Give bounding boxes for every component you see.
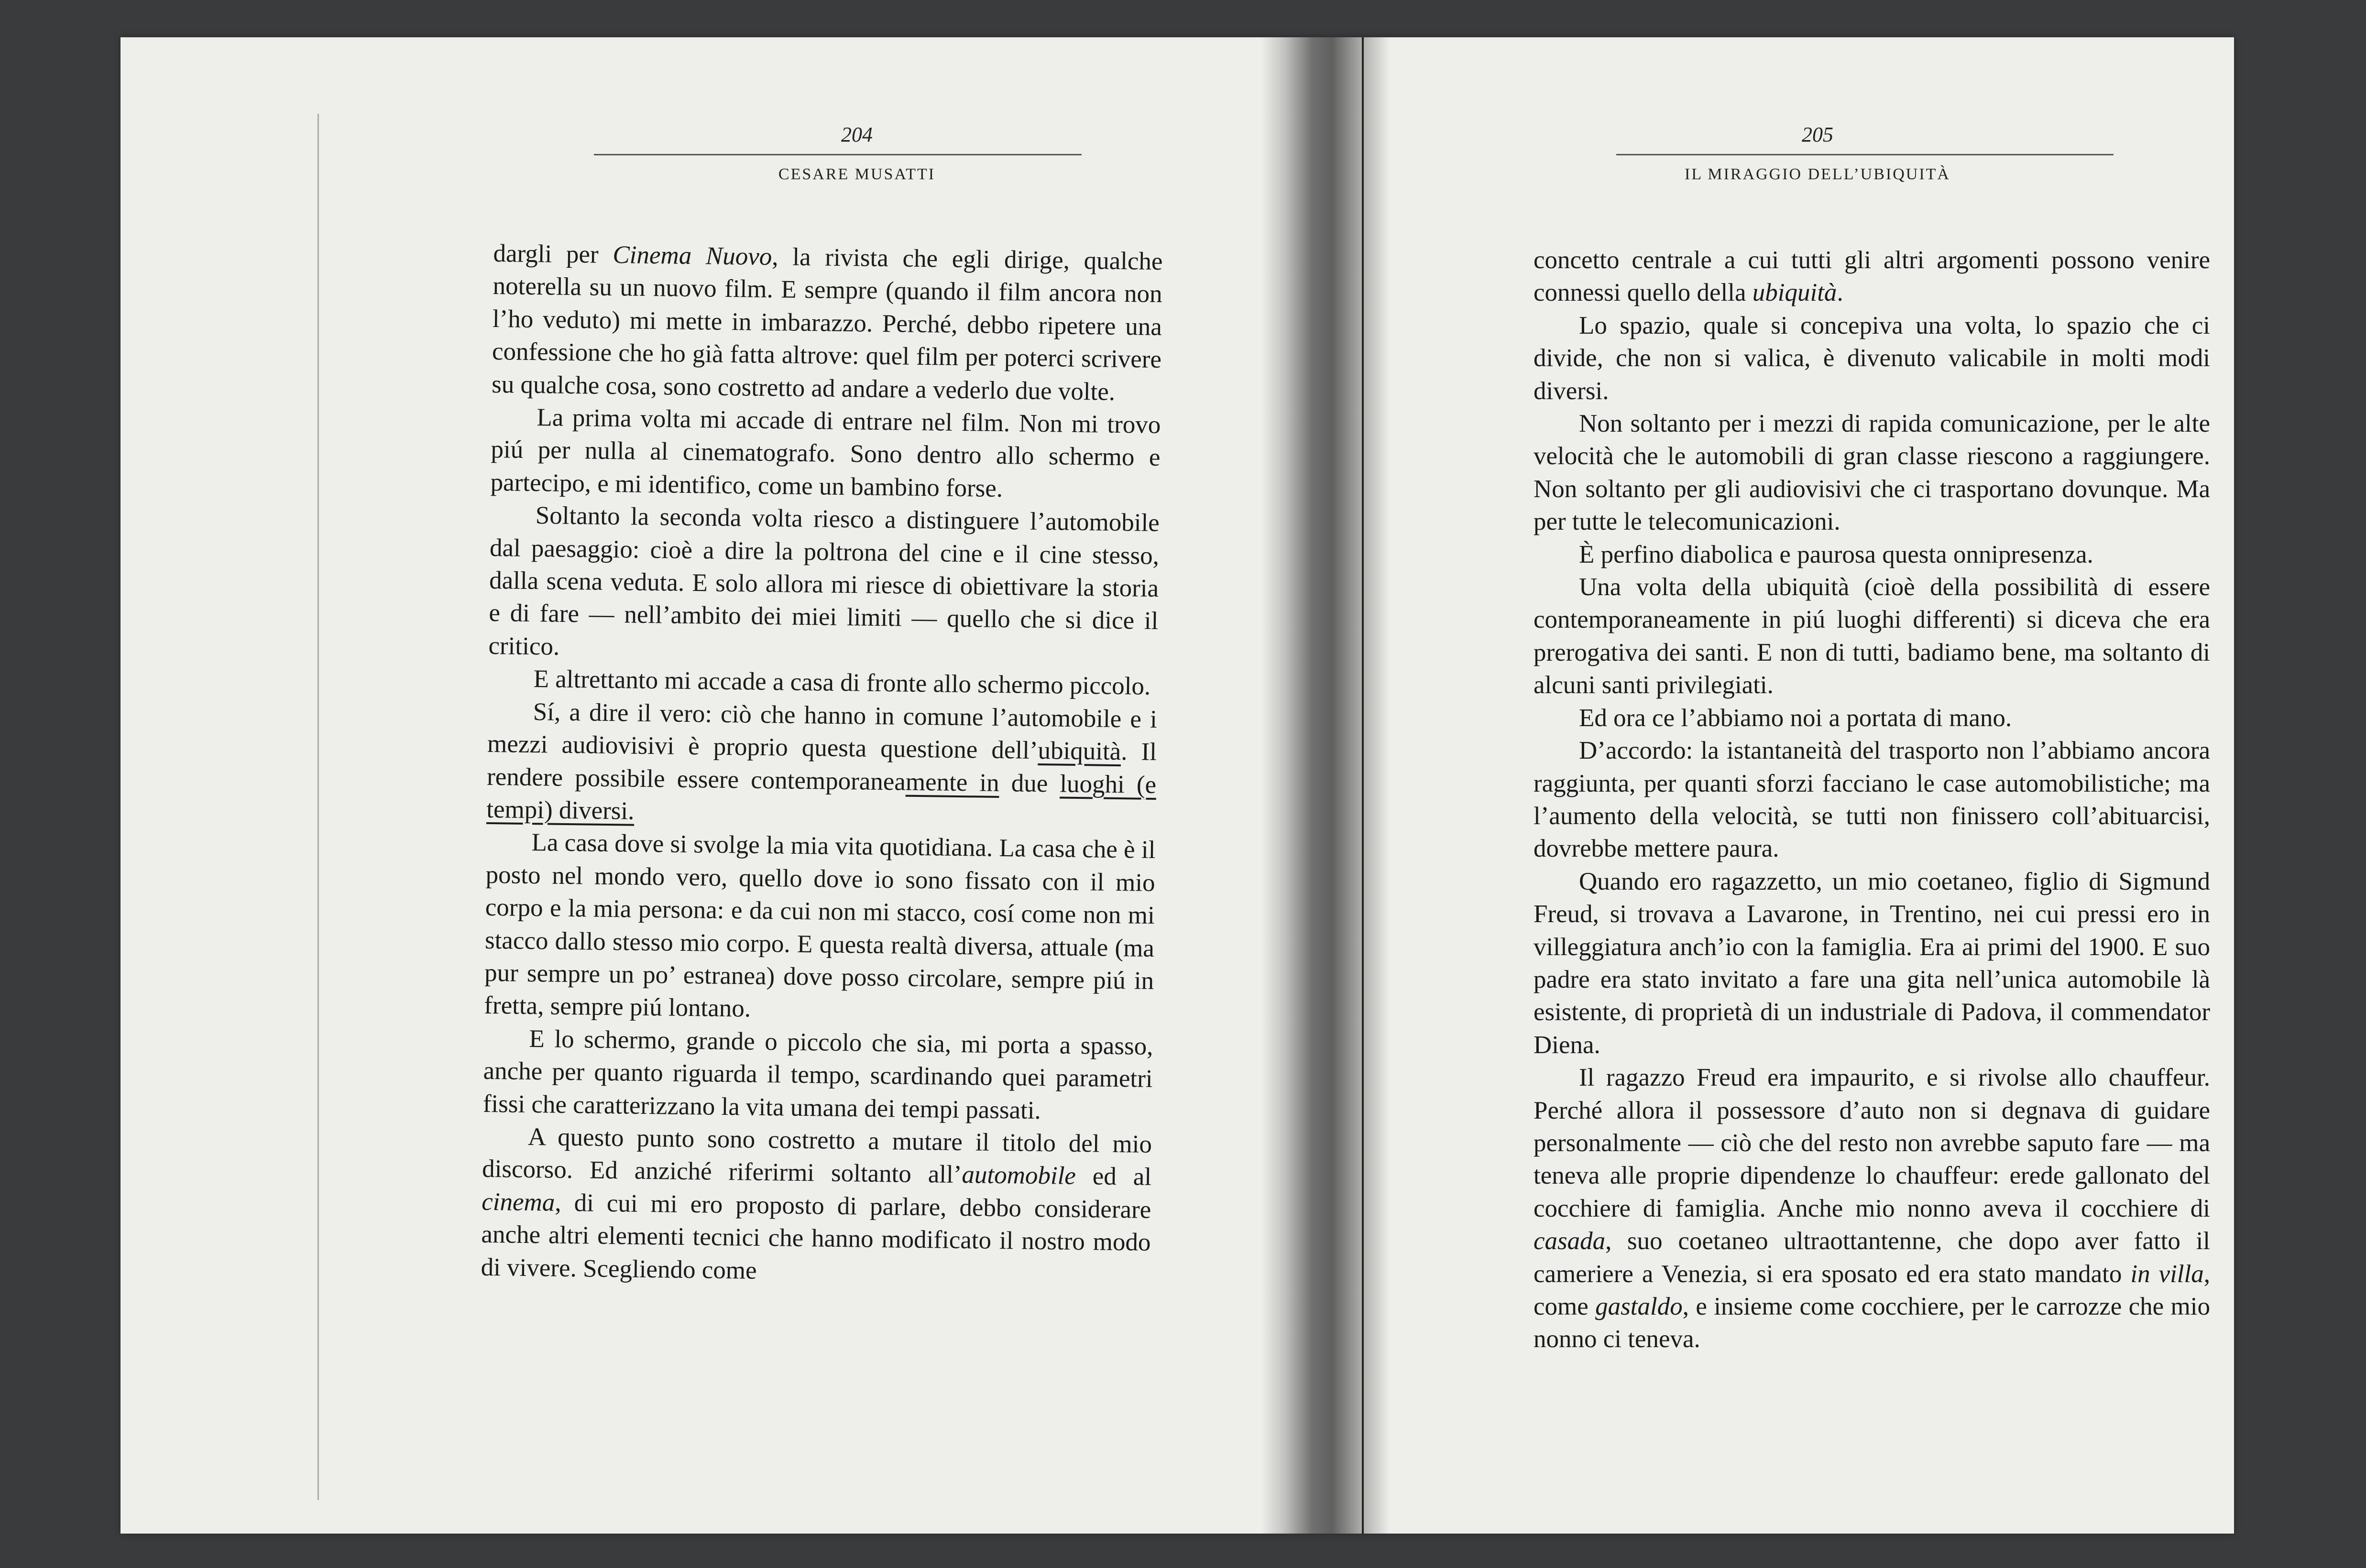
left-running-head: CESARE MUSATTI <box>778 165 936 183</box>
text-run: La casa dove si svolge la mia vita quotidiana. La casa che è il posto nel mondo vero, quello dove io sono fissato con il mio corpo e la mia persona: e da cui non mi stacco, cosí come non mi stacco dallo stesso mio corpo. E questa realtà diversa, attuale (ma pur sempre un po’ estranea) dove posso circolare, sempre piú in fretta, sempre piú lontano. <box>484 828 1156 1023</box>
text-run: , come <box>1534 1260 2210 1320</box>
text-run: due <box>999 769 1060 798</box>
underlined-text: luoghi (e tempi) diversi. <box>486 770 1157 825</box>
book-fold-line <box>1362 37 1364 1534</box>
paragraph <box>486 695 1157 834</box>
text-run: Ed ora ce l’abbiamo noi a portata di mano. <box>1579 704 2012 732</box>
italic-text: ubiquità <box>1752 279 1837 307</box>
text-run: dargli per <box>493 239 613 269</box>
right-running-head: IL MIRAGGIO DELL’UBIQUITÀ <box>1685 165 1950 183</box>
paragraph <box>481 1120 1152 1292</box>
text-run: , e insieme come cocchiere, per le carrozze che mio nonno ci teneva. <box>1534 1293 2210 1353</box>
right-header-rule <box>1616 154 2114 155</box>
text-run: Non soltanto per i mezzi di rapida comunicazione, per le alte velocità che le automobili di gran classe riescono a raggiungere. Non soltanto per gli audiovisivi che ci trasportano dovunque. Ma per tutte le telecomunicazioni. <box>1534 410 2210 536</box>
underlined-text: ubiquità <box>1038 737 1121 766</box>
text-run: A questo punto sono costretto a mutare il titolo del mio discorso. Ed anziché riferirmi soltanto all’ <box>482 1122 1152 1189</box>
text-run: La prima volta mi accade di entrare nel film. Non mi trovo piú per nulla al cinematografo. Sono dentro allo schermo e partecipo, e mi identifico, come un bambino forse. <box>490 403 1161 502</box>
right-body-text <box>1534 244 2210 1356</box>
paragraph <box>1534 407 2210 538</box>
paragraph <box>1534 1061 2210 1356</box>
italic-text: gastaldo <box>1595 1293 1683 1320</box>
open-book-spread <box>120 37 2234 1534</box>
left-header-rule <box>594 154 1082 155</box>
text-run: Lo spazio, quale si concepiva una volta, lo spazio che ci divide, che non si valica, è divenuto valicabile in molti modi diversi. <box>1534 311 2210 405</box>
paragraph <box>490 401 1161 507</box>
text-run: Il ragazzo Freud era impaurito, e si rivolse allo chauffeur. Perché allora il possessore d’auto non si degnava di guidare personalmente — ciò che del resto non avrebbe saputo fare — ma teneva alle proprie dipendenze lo chauffeur: erede gallonato del cocchiere di famiglia. Anche mio nonno aveva il cocchiere di <box>1534 1064 2210 1222</box>
left-page <box>120 37 1261 1534</box>
left-body-text <box>481 237 1163 1292</box>
paragraph <box>1534 571 2210 702</box>
paragraph <box>1534 309 2210 407</box>
paragraph <box>1534 702 2210 734</box>
italic-text: automobile <box>962 1161 1076 1190</box>
left-page-number: 204 <box>841 123 873 146</box>
text-run: concetto centrale a cui tutti gli altri argomenti possono venire connessi quello della <box>1534 246 2210 307</box>
text-run: Quando ero ragazzetto, un mio coetaneo, figlio di Sigmund Freud, si trovava a Lavarone, in Trentino, nei cui pressi ero in villeggiatura anch’io con la famiglia. Era ai primi del 1900. E suo padre era stato invitato a fare una gita nell’unica automobile là esistente, di proprietà di un industriale di Padova, il commendator Diena. <box>1534 867 2210 1059</box>
text-run: Soltanto la seconda volta riesco a distinguere l’automobile dal paesaggio: cioè a dire la poltrona del cine e il cine stesso, dalla scena veduta. E solo allora mi riesce di obiettivare la storia e di fare — nell’ambito dei miei limiti — quello che si dice il critico. <box>488 501 1160 661</box>
text-run: , la rivista che egli dirige, qualche noterella su un nuovo film. E sempre (quando il film ancora non l’ho veduto) mi mette in imbarazzo. Perché, debbo ripetere una confessione che ho già fatta altrove: quel film per poterci scrivere su qualche cosa, sono costretto ad andare a vederlo due volte. <box>491 243 1163 406</box>
text-run: E altrettanto mi accade a casa di fronte allo schermo piccolo. <box>533 665 1151 701</box>
text-run: D’accordo: la istantaneità del trasporto non l’abbiamo ancora raggiunta, per quanti sforzi facciano le case automobilistiche; ma l’aumento della velocità, se tutti non finissero coll’abituarcisi, dovrebbe mettere paura. <box>1534 737 2210 863</box>
underlined-text: mente in <box>905 768 1000 797</box>
paragraph <box>1534 244 2210 309</box>
text-run: . Il rendere possibile essere contemporanea <box>486 738 1157 796</box>
text-run: È perfino diabolica e paurosa questa onnipresenza. <box>1579 540 2093 568</box>
italic-text: casada <box>1534 1227 1606 1255</box>
italic-text: in villa <box>2130 1260 2204 1288</box>
text-run: E lo schermo, grande o piccolo che sia, mi porta a spasso, anche per quanto riguarda il tempo, scardinando quei parametri fissi che caratterizzano la vita umana dei tempi passati. <box>482 1024 1153 1124</box>
text-run: ed al <box>1075 1162 1152 1191</box>
italic-text: Cinema Nuovo <box>613 241 772 271</box>
text-run: Sí, a dire il vero: ciò che hanno in comune l’automobile e i mezzi audiovisivi è proprio questa questione dell’ <box>487 697 1158 765</box>
paragraph <box>1534 538 2210 571</box>
text-run: . <box>1837 279 1843 307</box>
text-run: , suo coetaneo ultraottantenne, che dopo aver fatto il cameriere a Venezia, si era sposato ed era stato mandato <box>1534 1227 2210 1288</box>
right-page-number: 205 <box>1802 123 1833 146</box>
paragraph <box>1534 865 2210 1061</box>
paragraph <box>488 499 1160 670</box>
paragraph <box>492 237 1163 409</box>
text-run: Una volta della ubiquità (cioè della possibilità di essere contemporaneamente in piú luoghi differenti) si diceva che era prerogativa dei santi. E non di tutti, badiamo bene, ma soltanto di alcuni santi privilegiati. <box>1534 573 2210 699</box>
book-gutter-shadow <box>1261 37 1390 1534</box>
paragraph <box>1534 734 2210 865</box>
text-run: , di cui mi ero proposto di parlare, debbo considerare anche altri elementi tecnici che hanno modificato il nostro modo di vivere. Scegliendo come <box>481 1188 1151 1285</box>
italic-text: cinema <box>481 1187 555 1217</box>
paragraph <box>484 826 1156 1030</box>
right-page <box>1390 37 2234 1534</box>
paragraph <box>482 1022 1153 1128</box>
